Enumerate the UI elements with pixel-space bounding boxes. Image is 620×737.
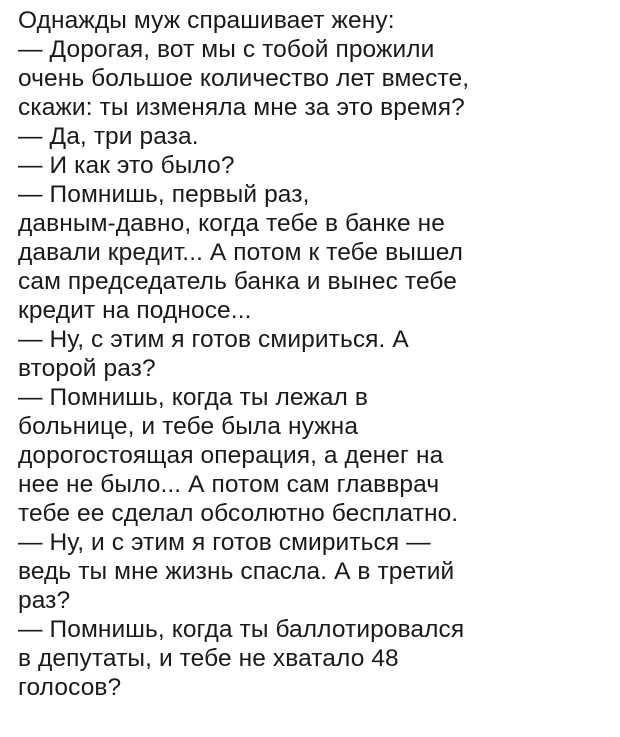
text-line: тебе ее сделал обсолютно бесплатно.: [18, 500, 459, 527]
text-line: сам председатель банка и вынес тебе: [18, 268, 457, 295]
text-line: давали кредит... А потом к тебе вышел: [18, 239, 464, 266]
text-line: очень большое количество лет вместе,: [18, 65, 470, 92]
text-line: — Ну, и с этим я готов смириться —: [18, 529, 431, 556]
text-line: второй раз?: [18, 355, 156, 382]
text-line: давным-давно, когда тебе в банке не: [18, 210, 445, 237]
text-line: Однажды муж спрашивает жену:: [18, 7, 395, 34]
text-line: — Дорогая, вот мы с тобой прожили: [18, 36, 435, 63]
text-line: — Помнишь, когда ты лежал в: [18, 384, 368, 411]
text-line: — Да, три раза.: [18, 123, 199, 150]
text-line: скажи: ты изменяла мне за это время?: [18, 94, 465, 121]
text-line: ведь ты мне жизнь спасла. А в третий: [18, 558, 455, 585]
joke-text: [18, 6, 610, 702]
text-line: — И как это было?: [18, 152, 235, 179]
text-line: раз?: [18, 587, 71, 614]
text-line: — Ну, с этим я готов смириться. А: [18, 326, 409, 353]
text-line: дорогостоящая операция, а денег на: [18, 442, 444, 469]
text-line: в депутаты, и тебе не хватало 48: [18, 645, 399, 672]
text-line: нее не было... А потом сам главврач: [18, 471, 440, 498]
text-line: — Помнишь, первый раз,: [18, 181, 310, 208]
text-line: голосов?: [18, 674, 122, 701]
text-line: больнице, и тебе была нужна: [18, 413, 359, 440]
text-line: кредит на подносе...: [18, 297, 252, 324]
text-line: — Помнишь, когда ты баллотировался: [18, 616, 465, 643]
